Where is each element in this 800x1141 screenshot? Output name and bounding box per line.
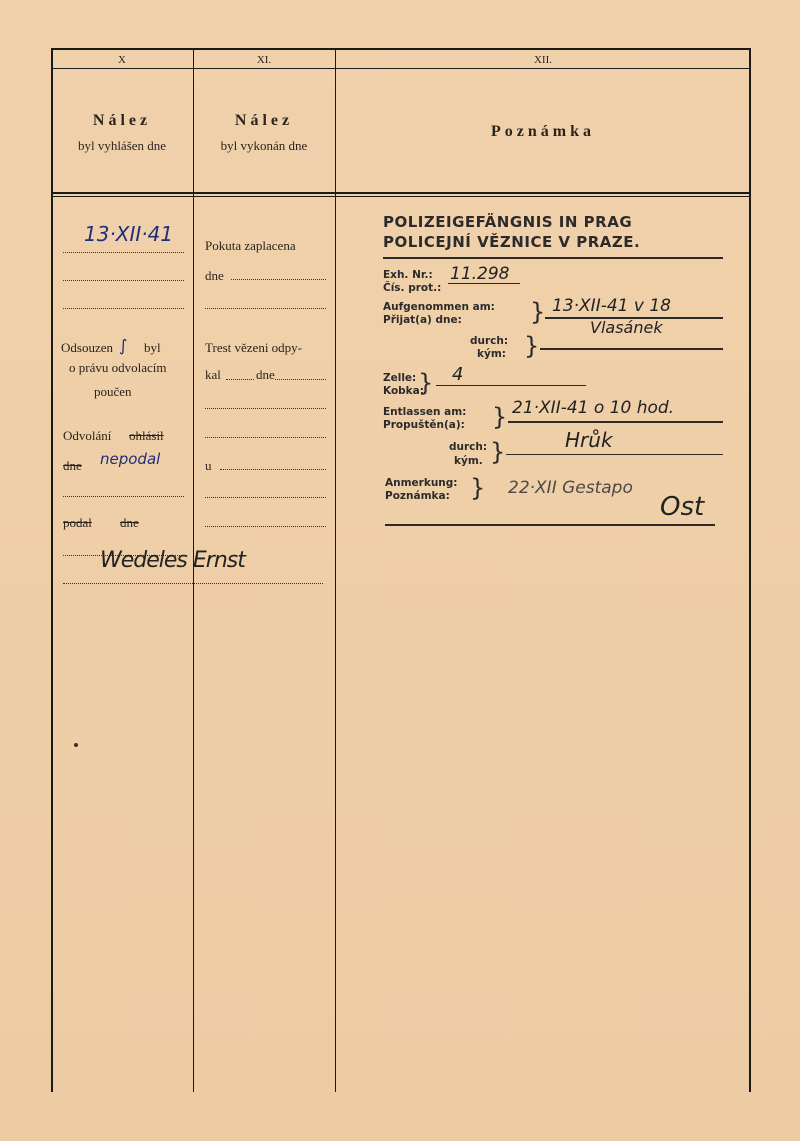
stamp-durch2-label: durch:	[449, 441, 488, 453]
stamp-rule	[385, 524, 715, 526]
stamp-entlassen-value: 21·XII-41 o 10 hod.	[512, 398, 675, 418]
stamp-anmerkung-value: 22·XII Gestapo	[508, 478, 633, 498]
stamp-brace: }	[524, 332, 540, 360]
trest-kal-label: kal	[205, 367, 221, 382]
header-rule-double	[51, 196, 751, 197]
dotted-line	[275, 379, 326, 380]
column-x-title: Nález	[92, 112, 152, 129]
column-x-subtitle: byl vyhlášen dne	[77, 138, 167, 153]
stamp-rule	[448, 283, 520, 284]
stamp-brace: }	[490, 438, 506, 466]
ohlasil-struck: ohlásil	[129, 428, 164, 443]
podal-dne-struck: dne	[120, 515, 139, 530]
column-number-x: X	[118, 54, 126, 66]
dotted-line	[205, 308, 326, 309]
pravu-label: o právu odvolacím	[69, 360, 167, 375]
stamp-zelle-label: Zelle:	[383, 372, 417, 384]
stamp-cis-label: Čís. prot.:	[383, 282, 442, 294]
handwritten-nepodal: nepodal	[100, 450, 161, 468]
column-xi-subtitle: byl vykonán dne	[220, 138, 308, 153]
stamp-exh-label: Exh. Nr.:	[383, 269, 433, 281]
stamp-kym-label: kým:	[477, 348, 506, 360]
stamp-entlassen-label: Entlassen am:	[383, 406, 467, 418]
dotted-line	[63, 280, 184, 281]
dotted-line	[220, 469, 326, 470]
stamp-title-german: POLIZEIGEFÄNGNIS IN PRAG	[383, 213, 633, 231]
dotted-line	[231, 279, 326, 280]
stamp-brace: }	[530, 298, 546, 326]
dotted-line	[205, 408, 326, 409]
column-divider	[335, 48, 336, 1092]
stamp-brace: }	[418, 369, 434, 397]
u-label: u	[205, 458, 212, 473]
pokuta-dne-label: dne	[205, 268, 224, 283]
stamp-kym2-label: kým.	[454, 455, 483, 467]
stamp-durch2-value: Hrůk	[565, 428, 613, 452]
poucen-label: poučen	[94, 384, 132, 399]
header-rule	[51, 192, 751, 194]
dotted-line	[226, 379, 254, 380]
dotted-line	[205, 526, 326, 527]
trest-dne-label: dne	[256, 367, 275, 382]
handwritten-signature: Wedeles Ernst	[100, 548, 245, 573]
column-number-xii: XII.	[533, 54, 553, 66]
stamp-durch-label: durch:	[470, 335, 509, 347]
stamp-rule	[506, 454, 723, 455]
stamp-brace: }	[470, 474, 486, 502]
dotted-line	[63, 583, 323, 584]
column-xi-title: Nález	[234, 112, 294, 129]
stamp-rule	[383, 257, 723, 259]
stamp-brace: }	[492, 403, 508, 431]
handwritten-initials: Ost	[660, 492, 705, 522]
handwritten-mark: ∫	[119, 336, 128, 355]
stamp-kobka-label: Kobka:	[383, 385, 424, 397]
stamp-rule	[436, 385, 586, 386]
stamp-exh-value: 11.298	[450, 264, 510, 284]
byl-label: byl	[144, 340, 161, 355]
stamp-title-czech: POLICEJNÍ VĚZNICE V PRAZE.	[383, 233, 641, 251]
stamp-zelle-value: 4	[452, 364, 464, 385]
stamp-aufgenommen-value: 13·XII-41 v 18	[552, 296, 671, 316]
column-number-xi: XI.	[256, 54, 272, 66]
pokuta-label: Pokuta zaplacena	[205, 238, 296, 253]
column-xii-title: Poznámka	[491, 123, 595, 140]
stamp-poznamka-label: Poznámka:	[385, 490, 450, 502]
column-number-rule	[51, 68, 751, 69]
trest-label: Trest vězeni odpy-	[205, 340, 303, 355]
stamp-durch-value: Vlasánek	[590, 318, 663, 337]
handwritten-date: 13·XII·41	[84, 222, 174, 246]
stamp-rule	[540, 348, 723, 350]
podal-struck: podal	[63, 515, 92, 530]
dotted-line	[205, 437, 326, 438]
stamp-propusten-label: Propuštěn(a):	[383, 419, 465, 431]
stamp-aufgenommen-label: Aufgenommen am:	[383, 301, 495, 313]
odvolani-label: Odvolání	[63, 428, 112, 443]
odsouzen-label: Odsouzen	[61, 340, 113, 355]
dotted-line	[63, 252, 184, 253]
stamp-rule	[508, 421, 723, 423]
stamp-prijat-label: Přijat(a) dne:	[383, 314, 462, 326]
dotted-line	[205, 497, 326, 498]
dotted-line	[63, 308, 184, 309]
stamp-anmerkung-label: Anmerkung:	[385, 477, 458, 489]
dne-struck: dne	[63, 458, 82, 473]
ink-dot	[74, 743, 78, 747]
dotted-line	[63, 496, 184, 497]
